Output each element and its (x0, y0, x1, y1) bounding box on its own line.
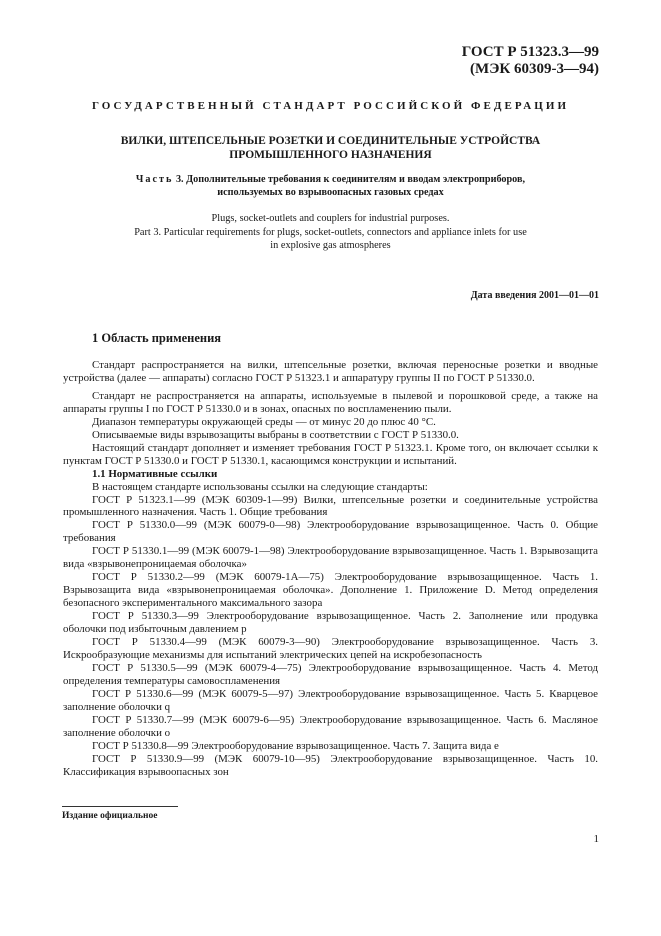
part-line-1 (60, 173, 601, 186)
iec-number: (МЭК 60309-3—94) (470, 61, 599, 77)
part-line-1-text: 3. Дополнительные требования к соединителям и вводам электроприборов, (175, 174, 526, 185)
reference-item: ГОСТ Р 51323.1—99 (МЭК 60309-1—99) Вилки, штепсельные розетки и соединительные устройства промышленного назначения. Часть 1. Общие требования (63, 493, 598, 519)
part-word: Часть (135, 174, 174, 185)
document-code-block (462, 44, 599, 78)
reference-item: ГОСТ Р 51330.2—99 (МЭК 60079-1А—75) Электрооборудование взрывозащищенное. Часть 1. Взрывозащита вида «взрывонепроницаемая оболочка». Дополнение 1. Приложение D. Метод определения безопасного экспериментального максимального зазора (63, 571, 598, 610)
section-heading: 1 Область применения (92, 331, 222, 345)
paragraph: Описываемые виды взрывозащиты выбраны в соответствии с ГОСТ Р 51330.0. (92, 428, 459, 441)
paragraph: Настоящий стандарт дополняет и изменяет требования ГОСТ Р 51323.1. Кроме того, он включает ссылки к пунктам ГОСТ Р 51330.0 и ГОСТ Р 51330.1, касающимся конструкции и испытаний. (63, 441, 598, 467)
title-line-1: ВИЛКИ, ШТЕПСЕЛЬНЫЕ РОЗЕТКИ И СОЕДИНИТЕЛЬНЫЕ УСТРОЙСТВА (120, 135, 541, 147)
document-title (60, 134, 601, 162)
title-line-2: ПРОМЫШЛЕННОГО НАЗНАЧЕНИЯ (229, 149, 432, 161)
reference-item: ГОСТ Р 51330.6—99 (МЭК 60079-5—97) Электрооборудование взрывозащищенное. Часть 5. Кварцевое заполнение оболочки q (63, 687, 598, 713)
paragraph: В настоящем стандарте использованы ссылки на следующие стандарты: (92, 480, 428, 493)
reference-item: ГОСТ Р 51330.8—99 Электрооборудование взрывозащищенное. Часть 7. Защита вида е (92, 739, 499, 752)
part-title (60, 173, 601, 199)
paragraph: Стандарт не распространяется на аппараты, используемые в пылевой и порошковой среде, а также на аппараты группы I по ГОСТ Р 51330.0 и в зонах, опасных по воспламенению пыли. (63, 389, 598, 415)
subsection-heading: 1.1 Нормативные ссылки (92, 467, 218, 480)
reference-item: ГОСТ Р 51330.1—99 (МЭК 60079-1—98) Электрооборудование взрывозащищенное. Часть 1. Взрывозащита вида «взрывонепроницаемая оболочка» (63, 545, 598, 571)
english-title (60, 212, 601, 253)
english-line-1: Plugs, socket-outlets and couplers for industrial purposes. (211, 213, 450, 224)
reference-item: ГОСТ Р 51330.3—99 Электрооборудование взрывозащищенное. Часть 2. Заполнение или продувка оболочки под избыточным давлением р (63, 610, 598, 636)
state-standard-heading: ГОСУДАРСТВЕННЫЙ СТАНДАРТ РОССИЙСКОЙ ФЕДЕРАЦИИ (91, 100, 570, 112)
reference-item: ГОСТ Р 51330.5—99 (МЭК 60079-4—75) Электрооборудование взрывозащищенное. Часть 4. Метод определения температуры самовоспламенения (63, 661, 598, 687)
reference-item: ГОСТ Р 51330.0—99 (МЭК 60079-0—98) Электрооборудование взрывозащищенное. Часть 0. Общие требования (63, 519, 598, 545)
official-edition-note: Издание официальное (62, 811, 158, 821)
paragraph: Диапазон температуры окружающей среды — от минус 20 до плюс 40 °С. (92, 415, 436, 428)
page-number: 1 (593, 833, 599, 845)
reference-item: ГОСТ Р 51330.7—99 (МЭК 60079-6—95) Электрооборудование взрывозащищенное. Часть 6. Масляное заполнение оболочки о (63, 713, 598, 739)
english-line-3: in explosive gas atmospheres (270, 240, 391, 251)
introduction-date: Дата введения 2001—01—01 (470, 290, 599, 301)
paragraph: Стандарт распространяется на вилки, штепсельные розетки, включая переносные розетки и вводные устройства (далее — аппараты) согласно ГОСТ Р 51323.1 и аппаратуру группы II по ГОСТ Р 51330.0. (63, 359, 598, 384)
footer-divider (62, 806, 178, 807)
reference-item: ГОСТ Р 51330.9—99 (МЭК 60079-10—95) Электрооборудование взрывозащищенное. Часть 10. Классификация взрывоопасных зон (63, 752, 598, 778)
body-text (63, 359, 598, 779)
english-line-2: Part 3. Particular requirements for plugs, socket-outlets, connectors and appliance inlets for use (134, 226, 527, 238)
gost-number: ГОСТ Р 51323.3—99 (461, 44, 599, 60)
reference-item: ГОСТ Р 51330.4—99 (МЭК 60079-3—90) Электрооборудование взрывозащищенное. Часть 3. Искрообразующие механизмы для испытаний электрических цепей на искробезопасность (63, 636, 598, 661)
part-line-2: используемых во взрывоопасных газовых средах (217, 187, 444, 198)
